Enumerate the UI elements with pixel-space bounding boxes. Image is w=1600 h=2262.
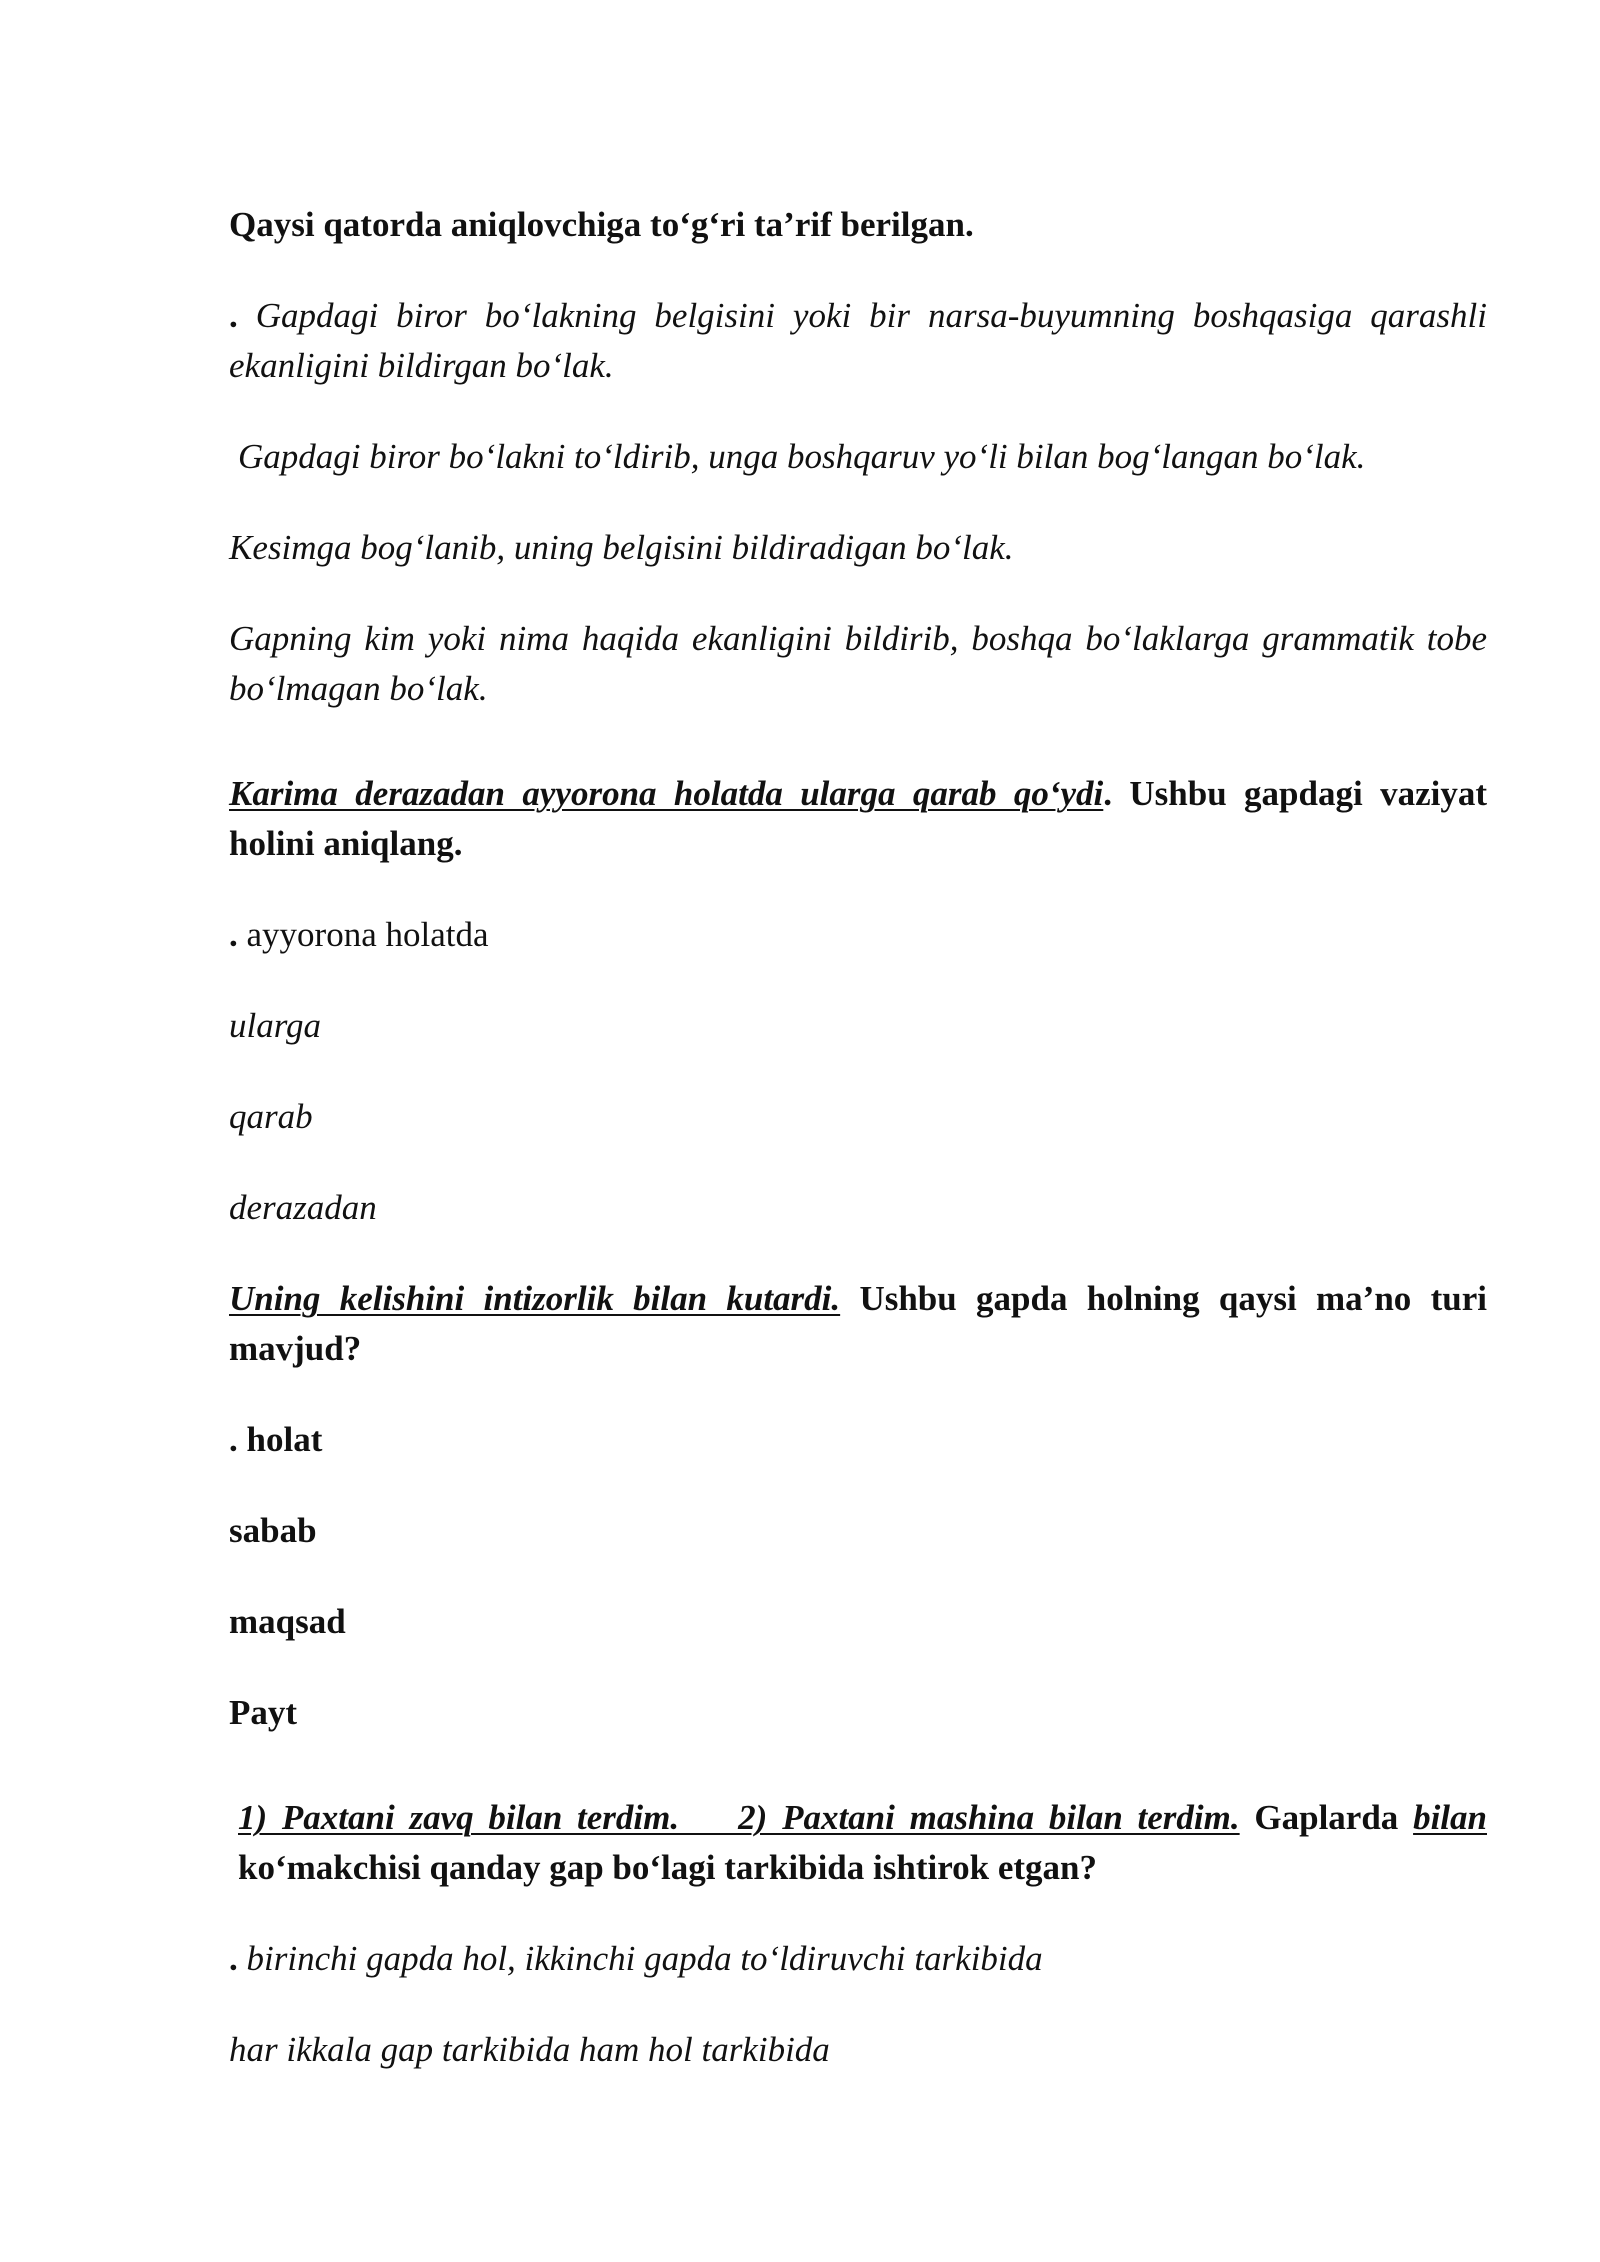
- question-2-option-3: qarab: [229, 1097, 313, 1136]
- question-4-example: 1) Paxtani zavq bilan terdim. 2) Paxtani mashina bilan terdim.: [238, 1798, 1240, 1837]
- question-3-text: Ushbu gapda holning qaysi ma’no turi mavjud?: [229, 1279, 1487, 1368]
- question-4: 1) Paxtani zavq bilan terdim. 2) Paxtani mashina bilan terdim. Gaplarda bilan ko‘makchisi qanday gap bo‘lagi tarkibida ishtirok etgan?: [238, 1798, 1487, 1887]
- question-2-example: Karima derazadan ayyorona holatda ularga qarab qo‘ydi: [229, 774, 1104, 813]
- question-3-option-1: . holat: [229, 1420, 323, 1459]
- question-1-option-4: Gapning kim yoki nima haqida ekanligini bildirib, boshqa bo‘laklarga grammatik tobe bo‘lmagan bo‘lak.: [229, 619, 1487, 708]
- document-page: [229, 200, 1487, 2075]
- question-3: [229, 1274, 1487, 1374]
- question-1-text: Qaysi qatorda aniqlovchiga to‘g‘ri ta’rif berilgan.: [229, 205, 974, 244]
- question-1-option-1: . Gapdagi biror bo‘lakning belgisini yoki bir narsa-buyumning boshqasiga qarashli ekanligini bildirgan bo‘lak.: [229, 296, 1487, 385]
- question-2-option-2: ularga: [229, 1006, 322, 1045]
- bullet-mark: .: [229, 296, 256, 335]
- question-4-option-1: . birinchi gapda hol, ikkinchi gapda to‘ldiruvchi tarkibida: [229, 1939, 1043, 1978]
- question-2-option-4: derazadan: [229, 1188, 377, 1227]
- question-3-option-3: maqsad: [229, 1602, 346, 1641]
- question-1-option-3: Kesimga bog‘lanib, uning belgisini bildiradigan bo‘lak.: [229, 528, 1014, 567]
- question-3-option-2: sabab: [229, 1511, 317, 1550]
- question-1-option-2: Gapdagi biror bo‘lakni to‘ldirib, unga boshqaruv yo‘li bilan bog‘langan bo‘lak.: [238, 437, 1366, 476]
- question-3-option-4: Payt: [229, 1693, 298, 1732]
- question-2: Karima derazadan ayyorona holatda ularga qarab qo‘ydi. Ushbu gapdagi vaziyat holini aniqlang.: [229, 774, 1487, 863]
- question-3-example: Uning kelishini intizorlik bilan kutardi.: [229, 1279, 841, 1318]
- question-2-text: Ushbu gapdagi vaziyat holini aniqlang.: [229, 774, 1487, 863]
- question-4-option-2: har ikkala gap tarkibida ham hol tarkibida: [229, 2030, 830, 2069]
- question-2-option-1: . ayyorona holatda: [229, 915, 489, 954]
- question-4-keyword: bilan: [1413, 1798, 1487, 1837]
